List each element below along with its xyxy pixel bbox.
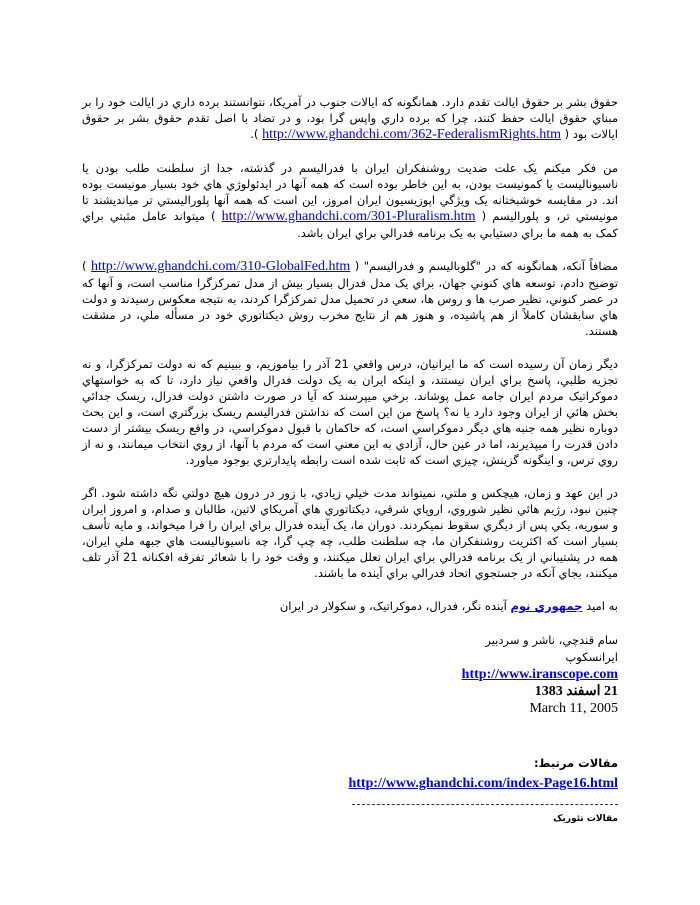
- gregorian-date: March 11, 2005: [529, 701, 618, 716]
- publication-name: ايرانسکوپ: [565, 650, 618, 664]
- theoretical-articles-label: مقالات تئوريک: [553, 814, 618, 824]
- paragraph-text: در اين عهد و زمان، هيچکس و ملتي، نميتواند مدت خيلي زيادي، با زور در درون هيچ دولتي نگه داشته شود. اگر چنين نبود، رژيم هائي نظير شوروي، اروپاي شرقي، ديکتاتوري هاي آمريکاي لاتين، طالبان و صدام، و امروز ايران و سوريه، يکي پس از ديگري سقوط نميکردند. دوران ما، يک آينده فدرال براي ايران را فرا ميخواند، و مايه تأسف بسيار است که اکثريت روشنفکران ما، چه سلطنت طلب، چه چپ گرا، چه ناسيوناليست هاي جبهه ملي ايران، همه در پشتيباني از يک برنامه فدرالي براي ايران تعلل ميکنند، و وقت خود را با شعائر تفرقه افکنانه 21 آذر تلف ميکنند، بجاي آنکه در جستجوي اتحاد فدرالي براي آينده ما باشند.: [82, 486, 618, 580]
- paragraph-text-after: ).: [250, 127, 259, 141]
- footer-divider: [352, 804, 618, 805]
- related-articles-label: مقالات مرتبط:: [533, 756, 618, 770]
- document-page: [82, 94, 618, 827]
- global-fed-link[interactable]: http://www.ghandchi.com/310-GlobalFed.htm: [91, 259, 351, 274]
- iranscope-link[interactable]: http://www.iranscope.com: [461, 667, 618, 682]
- pluralism-link[interactable]: http://www.ghandchi.com/301-Pluralism.htm: [221, 209, 476, 224]
- paragraph-text: من فکر ميکنم يک علت ضديت روشنفکران ايران با فدراليسم در گذشته، جدا از سلطنت طلب بودن يا ناسيوناليست يا کمونيست بودن، به اين خاطر بوده است که همه آنها در ايدئولوژي هاي خود بسيار مونيست بوده اند. در مقايسه خوشبختانه يک ويژگي اپوزيسيون ايران امروز، اين است که همه آنها پلوراليستي تر ميانديشند تا مونيستي تر، و پلوراليسم (: [82, 161, 619, 223]
- paragraph-globalism: [82, 258, 618, 339]
- author-line: سام قندچي، ناشر و سردبير: [485, 633, 618, 647]
- hope-before: به اميد: [586, 599, 618, 613]
- paragraph-text: ديگر زمان آن رسيده است که ما ايرانيان، درس واقعي 21 آذر را بياموزيم، و ببينيم که نه دولت تمرکزگرا، و نه تجزيه طلبي، پاسخ براي ايران نيستند، و اينکه ايران به يک دولت فدرال واقعي نياز دارد، تا که به خواستهاي دموکراتيک مردم ايران جامه عمل پوشاند. برخي ميپرسند که آيا در صورت داشتن دولت فدرال، ريسک جدائي بخش هائي از ايران وجود دارد يا نه؟ پاسخ من اين است که نداشتن فدراليسم ريسک بزرگتري است، و اين بحث دوباره نظير همه جنبه هاي ديگر دموکراسي است، که حاکمان با قبول دموکراسي، در واقع ريسک بيشتر از دست دادن قدرت را ميپذيرند، اما در عين حال، آزادي به اين معني است که مردم با آنها، از روي انتخاب ميمانند، و نه از روي ترس، و اينگونه گزينش، چيزي است که ثابت شده است رابطه پايدارتري بوجود مياورد.: [82, 357, 618, 467]
- paragraph-text-after: ) توضيح دادم، توسعه هاي کنوني جهان، براي يک مدل فدرال بسيار بيش از مدل تمرکزگرا مناسب است، و آنها که در عصر کنوني، نظير صرب ها و روس ها، سعي در تحميل مدل تمرکزگرا کردند، به نتيجه معکوس رسيدند و دولت هاي سابقشان کاملاً از هم پاشيده، و هنوز هم از نتايج مخرب روش ديکتاتوري خود در مسأله ملي، در مشقت هستند.: [82, 259, 618, 338]
- hope-after: آينده نگر، فدرال، دموکراتيک، و سکولار در ايران: [279, 599, 507, 613]
- federalism-rights-link[interactable]: http://www.ghandchi.com/362-FederalismRights.htm: [262, 127, 561, 142]
- paragraph-pluralism: [82, 160, 618, 241]
- new-republic-link[interactable]: جمهوري نوم: [510, 599, 583, 613]
- paragraph-21-azar: [82, 356, 618, 468]
- paragraph-era: [82, 485, 618, 581]
- paragraph-states-rights: [82, 94, 618, 143]
- paragraph-text: مضافاً آنکه، همانگونه که در "گلوباليسم و فدراليسم" (: [354, 259, 619, 273]
- signature-block: [82, 632, 618, 717]
- persian-date: 21 اسفند 1383: [534, 684, 618, 699]
- paragraph-text: حقوق بشر بر حقوق ايالت تقدم دارد. همانگونه که ايالات جنوب در آمريکا، نتوانستند برده داري در ايالت خود را بر مبناي حقوق ايالت حفظ کنند، چرا که برده داري واپس گرا بود، و در تضاد با اصل تقدم حقوق بشر بر حقوق ايالات بود (: [82, 95, 618, 141]
- hope-line: [82, 598, 618, 614]
- related-articles-link[interactable]: http://www.ghandchi.com/index-Page16.html: [348, 776, 618, 791]
- related-articles: [82, 755, 618, 792]
- paragraph-text-after: ) ميتواند عامل مثبتي براي کمک به همه ما براي دستيابي به يک برنامه فدرالي براي ايران باشد.: [82, 209, 618, 240]
